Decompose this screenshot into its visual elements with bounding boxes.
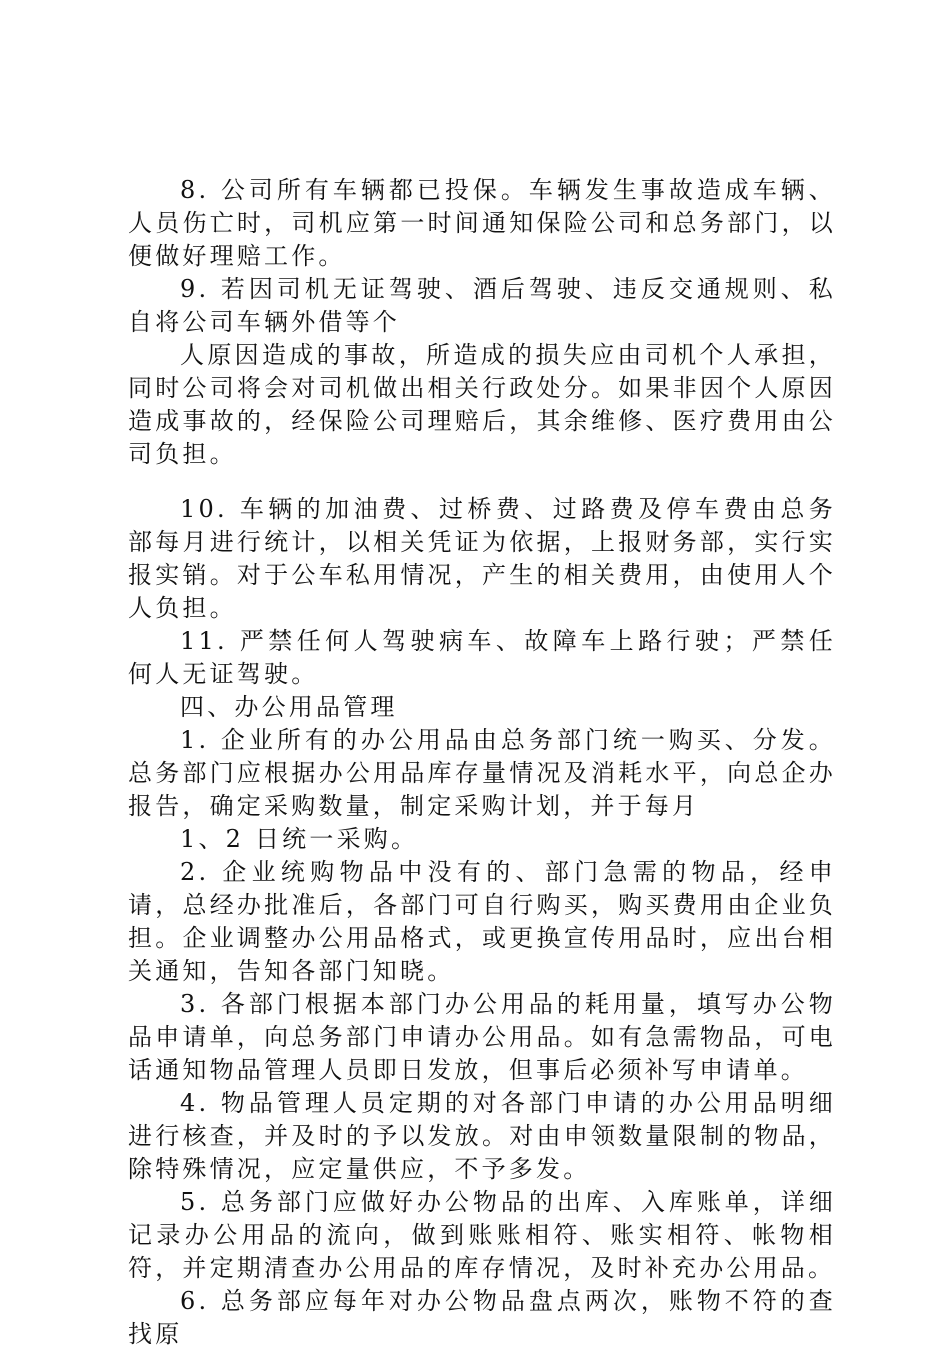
section-heading-office-supplies: 四、办公用品管理 [180,693,398,721]
paragraph-purchase-dates: 1、2 日统一采购。 [180,825,419,853]
paragraph-self-purchase: 2. 企业统购物品中没有的、部门急需的物品，经申请，总经办批准后，各部门可自行购买，购买费用由企业负担。企业调整办公用品格式，或更换宣传用品时，应出台相关通知，告知各部门知晓。 [128,858,836,985]
paragraph-inventory-records: 5. 总务部门应做好办公物品的出库、入库账单，详细记录办公用品的流向，做到账账相符、账实相符、帐物相符，并定期清查办公用品的库存情况，及时补充办公用品。 [128,1188,836,1282]
paragraph-personal-liability: 人原因造成的事故，所造成的损失应由司机个人承担，同时公司将会对司机做出相关行政处分。如果非因个人原因造成事故的，经保险公司理赔后，其余维修、医疗费用由公司负担。 [128,341,836,468]
paragraph-vehicle-insurance: 8. 公司所有车辆都已投保。车辆发生事故造成车辆、人员伤亡时，司机应第一时间通知保险公司和总务部门，以便做好理赔工作。 [128,176,836,270]
document-body [128,174,836,1351]
paragraph-supplies-purchase: 1. 企业所有的办公用品由总务部门统一购买、分发。总务部门应根据办公用品库存量情况及消耗水平，向总企办报告，确定采购数量，制定采购计划，并于每月 [128,726,836,820]
paragraph-unsafe-driving: 11. 严禁任何人驾驶病车、故障车上路行驶；严禁任何人无证驾驶。 [128,627,836,688]
paragraph-supplies-request: 3. 各部门根据本部门办公用品的耗用量，填写办公物品申请单，向总务部门申请办公用品。如有急需物品，可电话通知物品管理人员即日发放，但事后必须补写申请单。 [128,990,836,1084]
paragraph-vehicle-expenses: 10. 车辆的加油费、过桥费、过路费及停车费由总务部每月进行统计，以相关凭证为依据，上报财务部，实行实报实销。对于公车私用情况，产生的相关费用，由使用人个人负担。 [128,495,836,622]
paragraph-driver-violation: 9. 若因司机无证驾驶、酒后驾驶、违反交通规则、私自将公司车辆外借等个 [128,275,836,336]
paragraph-supplies-review: 4. 物品管理人员定期的对各部门申请的办公用品明细进行核查，并及时的予以发放。对由申领数量限制的物品，除特殊情况，应定量供应，不予多发。 [128,1089,836,1183]
paragraph-annual-stocktake: 6. 总务部应每年对办公物品盘点两次，账物不符的查找原 [128,1287,836,1348]
